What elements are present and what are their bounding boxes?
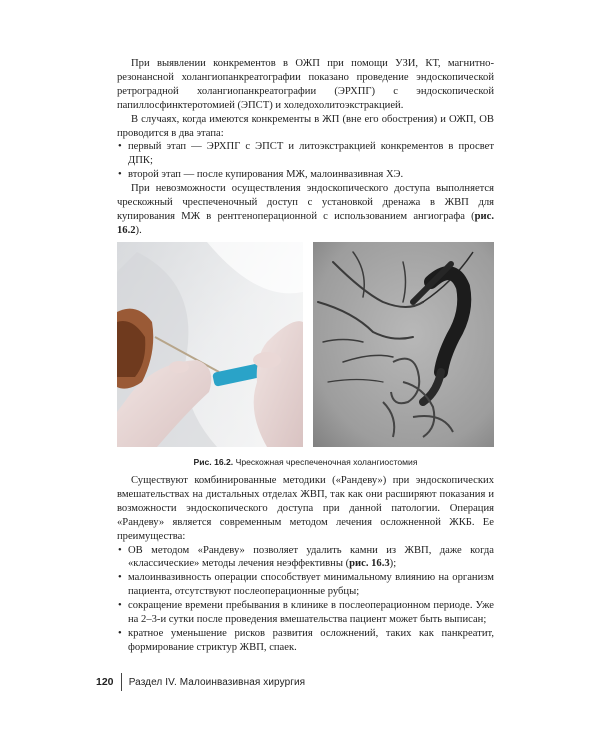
list-item-text: ); — [389, 558, 397, 570]
advantages-list — [117, 544, 494, 655]
body-text-top — [117, 57, 494, 238]
paragraph-text: ). — [135, 224, 142, 236]
paragraph: При выявлении конкрементов в ОЖП при помощи УЗИ, КТ, магнитно-резонансной холангиопанкреатографии показано проведение эндоскопической ретроградной холангиопанкреатографии (ЭРХПГ) с эндоскопической папиллосфинктеротомией (ЭПСТ) и холедохолитоэкстракцией. — [117, 58, 494, 111]
xray-image — [313, 242, 494, 447]
paragraph-text: При невозможности осуществления эндоскопического доступа выполняется чрескожный чреспеченочный доступ с установкой дренажа в ЖВП для купирования МЖ в рентгеноперационной с использованием ангиографа ( — [117, 183, 494, 222]
caption-label: Рис. 16.2. — [193, 457, 234, 467]
list-item: • второй этап — после купирования МЖ, малоинвазивная ХЭ. — [117, 168, 494, 182]
stage-list — [117, 140, 494, 182]
page-number: 120 — [96, 676, 114, 688]
list-item-text: ОВ методом «Рандеву» позволяет удалить камни из ЖВП, даже когда «классические» методы лечения неэффективны ( — [128, 544, 494, 570]
paragraph: В случаях, когда имеются конкременты в ЖП (вне его обострения) и ОЖП, ОВ проводится в два этапа: — [117, 113, 494, 139]
running-title: Раздел IV. Малоинвазивная хирургия — [128, 676, 306, 688]
body-text-bottom — [117, 474, 494, 655]
procedure-photo — [117, 242, 303, 447]
list-item — [117, 544, 494, 572]
list-item: • первый этап — ЭРХПГ с ЭПСТ и литоэкстракцией конкрементов в просвет ДПК; — [117, 140, 494, 168]
list-item: • кратное уменьшение рисков развития осложнений, таких как панкреатит, формирование стриктур ЖВП, спаек. — [117, 627, 494, 655]
footer-divider — [121, 673, 122, 691]
paragraph: Существуют комбинированные методики («Рандеву») при эндоскопических вмешательствах на дистальных отделах ЖВП, так как они расширяют показания и возможности эндоскопического доступа при данной патологии. Операция «Рандеву» является современным методом лечения осложненной ЖКБ. Ее преимущества: — [117, 475, 494, 542]
paragraph — [117, 182, 494, 238]
figure-caption — [117, 457, 494, 467]
figure-reference: рис. 16.3 — [349, 558, 390, 570]
list-item: • сокращение времени пребывания в клинике в послеоперационном периоде. Уже на 2–3-и сутки после проведения вмешательства пациент может быть выписан; — [117, 599, 494, 627]
figure-reference: рис. 16.2 — [117, 210, 494, 236]
figure-16-2 — [117, 242, 494, 447]
list-item: • малоинвазивность операции способствует минимальному влиянию на организм пациента, отсутствуют послеоперационные рубцы; — [117, 571, 494, 599]
page-footer — [96, 673, 305, 691]
caption-text: Чрескожная чреспеченочная холангиостомия — [233, 457, 418, 467]
